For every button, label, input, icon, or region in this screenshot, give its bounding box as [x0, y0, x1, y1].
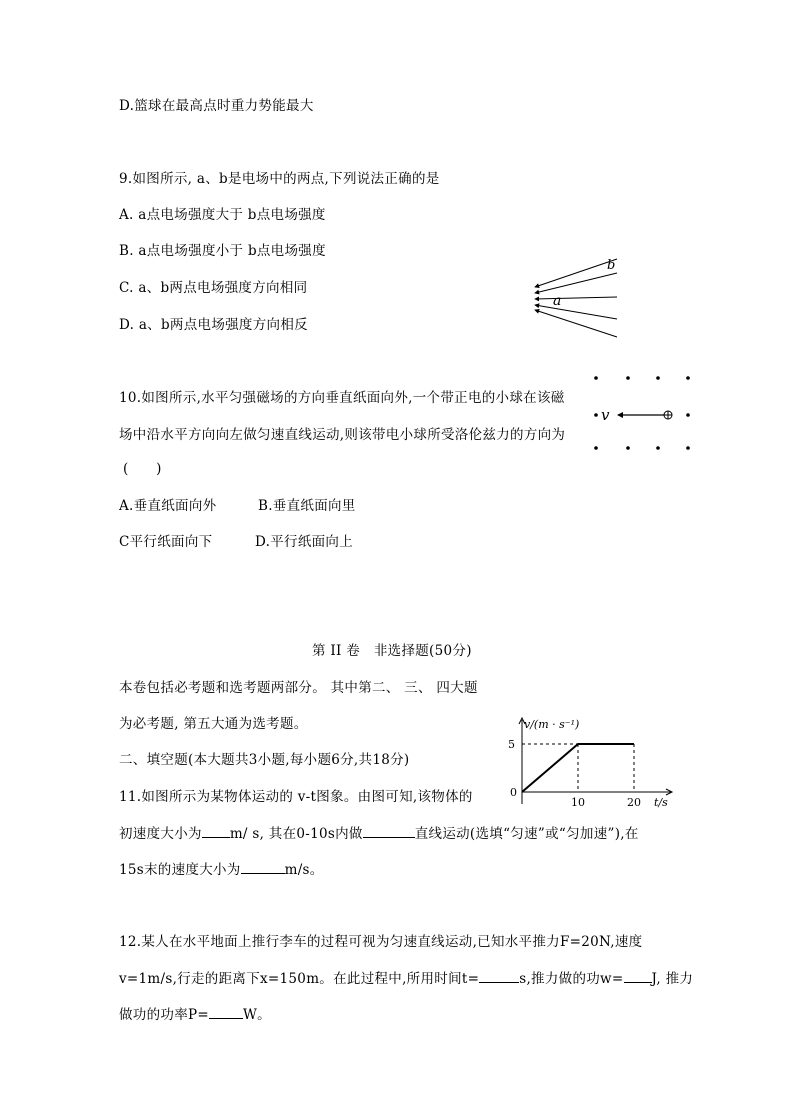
q10-option-c: C平行纸面向下 [119, 534, 213, 550]
x-tick-label: 20 [627, 796, 641, 809]
part2-intro-line1: 本卷包括必考题和选考题两部分。 其中第二、 三、 四大题 [119, 680, 478, 696]
x-tick-label: 10 [571, 796, 585, 809]
q10-option-b: B.垂直纸面向里 [258, 498, 356, 514]
q11-text-e: m/s。 [284, 862, 324, 878]
q11-blank-3[interactable] [241, 861, 285, 874]
q12-text-a: v=1m/s,行走的距离下x=150m。在此过程中,所用时间t= [119, 971, 480, 987]
q11-text-b: m/ s, 其在0-10s内做 [229, 826, 363, 842]
q12-blank-2[interactable] [624, 970, 652, 983]
q12-blank-1[interactable] [479, 970, 519, 983]
q9-option-a: A. a点电场强度大于 b点电场强度 [119, 207, 326, 223]
q11-line2 [119, 825, 639, 842]
q12-line1: 12.某人在水平地面上推行李车的过程可视为匀速直线运动,已知水平推力F=20N,速度 [119, 934, 643, 950]
q11-text-c: 直线运动(选填“匀速”或“匀加速”),在 [414, 826, 639, 842]
y-tick-label: 5 [508, 738, 515, 751]
q11-text-d: 15s末的速度大小为 [119, 862, 241, 878]
q9-stem: 9.如图所示, a、b是电场中的两点,下列说法正确的是 [119, 171, 440, 187]
y-axis-label: v/(m · s⁻¹) [524, 718, 580, 731]
label-a: a [553, 293, 562, 309]
q9-option-d: D. a、b两点电场强度方向相反 [119, 317, 308, 333]
q11-blank-1[interactable] [202, 825, 230, 838]
part2-intro-line2: 为必考题, 第五大通为选考题。 [119, 716, 308, 732]
q10-answer-paren: ( ) [123, 461, 162, 477]
x-tick-label: 0 [510, 786, 517, 799]
q12-text-c: J, 推力 [651, 971, 694, 987]
q12-line3 [119, 1006, 271, 1023]
q9-option-c: C. a、b两点电场强度方向相同 [119, 280, 308, 296]
q10-stem-line2: 场中沿水平方向向左做匀速直线运动,则该带电小球所受洛伦兹力的方向为 [119, 427, 566, 443]
q12-text-b: s,推力做的功w= [519, 971, 624, 987]
q11-line3 [119, 861, 324, 878]
q11-blank-2[interactable] [363, 825, 415, 838]
q10-option-d: D.平行纸面向上 [255, 534, 354, 550]
q9-option-b: B. a点电场强度小于 b点电场强度 [119, 243, 326, 259]
q10-stem-line1: 10.如图所示,水平匀强磁场的方向垂直纸面向外,一个带正电的小球在该磁 [119, 390, 565, 406]
q12-text-d: 做功的功率P= [119, 1007, 209, 1023]
q10-field-figure [588, 370, 698, 455]
label-v: v [601, 406, 610, 424]
label-b: b [607, 258, 616, 273]
q12-blank-3[interactable] [209, 1006, 243, 1019]
vt-chart [488, 712, 678, 814]
q11-line1: 11.如图所示为某物体运动的 v-t图象。由图可知,该物体的 [119, 789, 473, 805]
q10-option-a: A.垂直纸面向外 [119, 498, 217, 514]
section-title: 二、填空题(本大题共3小题,每小题6分,共18分) [119, 752, 410, 768]
part2-title: 第 II 卷 非选择题(50分) [312, 643, 472, 659]
x-axis-label: t/s [654, 796, 668, 809]
q8-option-d: D.篮球在最高点时重力势能最大 [119, 98, 314, 114]
q12-text-e: W。 [243, 1007, 271, 1023]
q12-line2 [119, 970, 693, 987]
q11-text-a: 初速度大小为 [119, 826, 202, 842]
q9-field-figure [525, 255, 625, 340]
